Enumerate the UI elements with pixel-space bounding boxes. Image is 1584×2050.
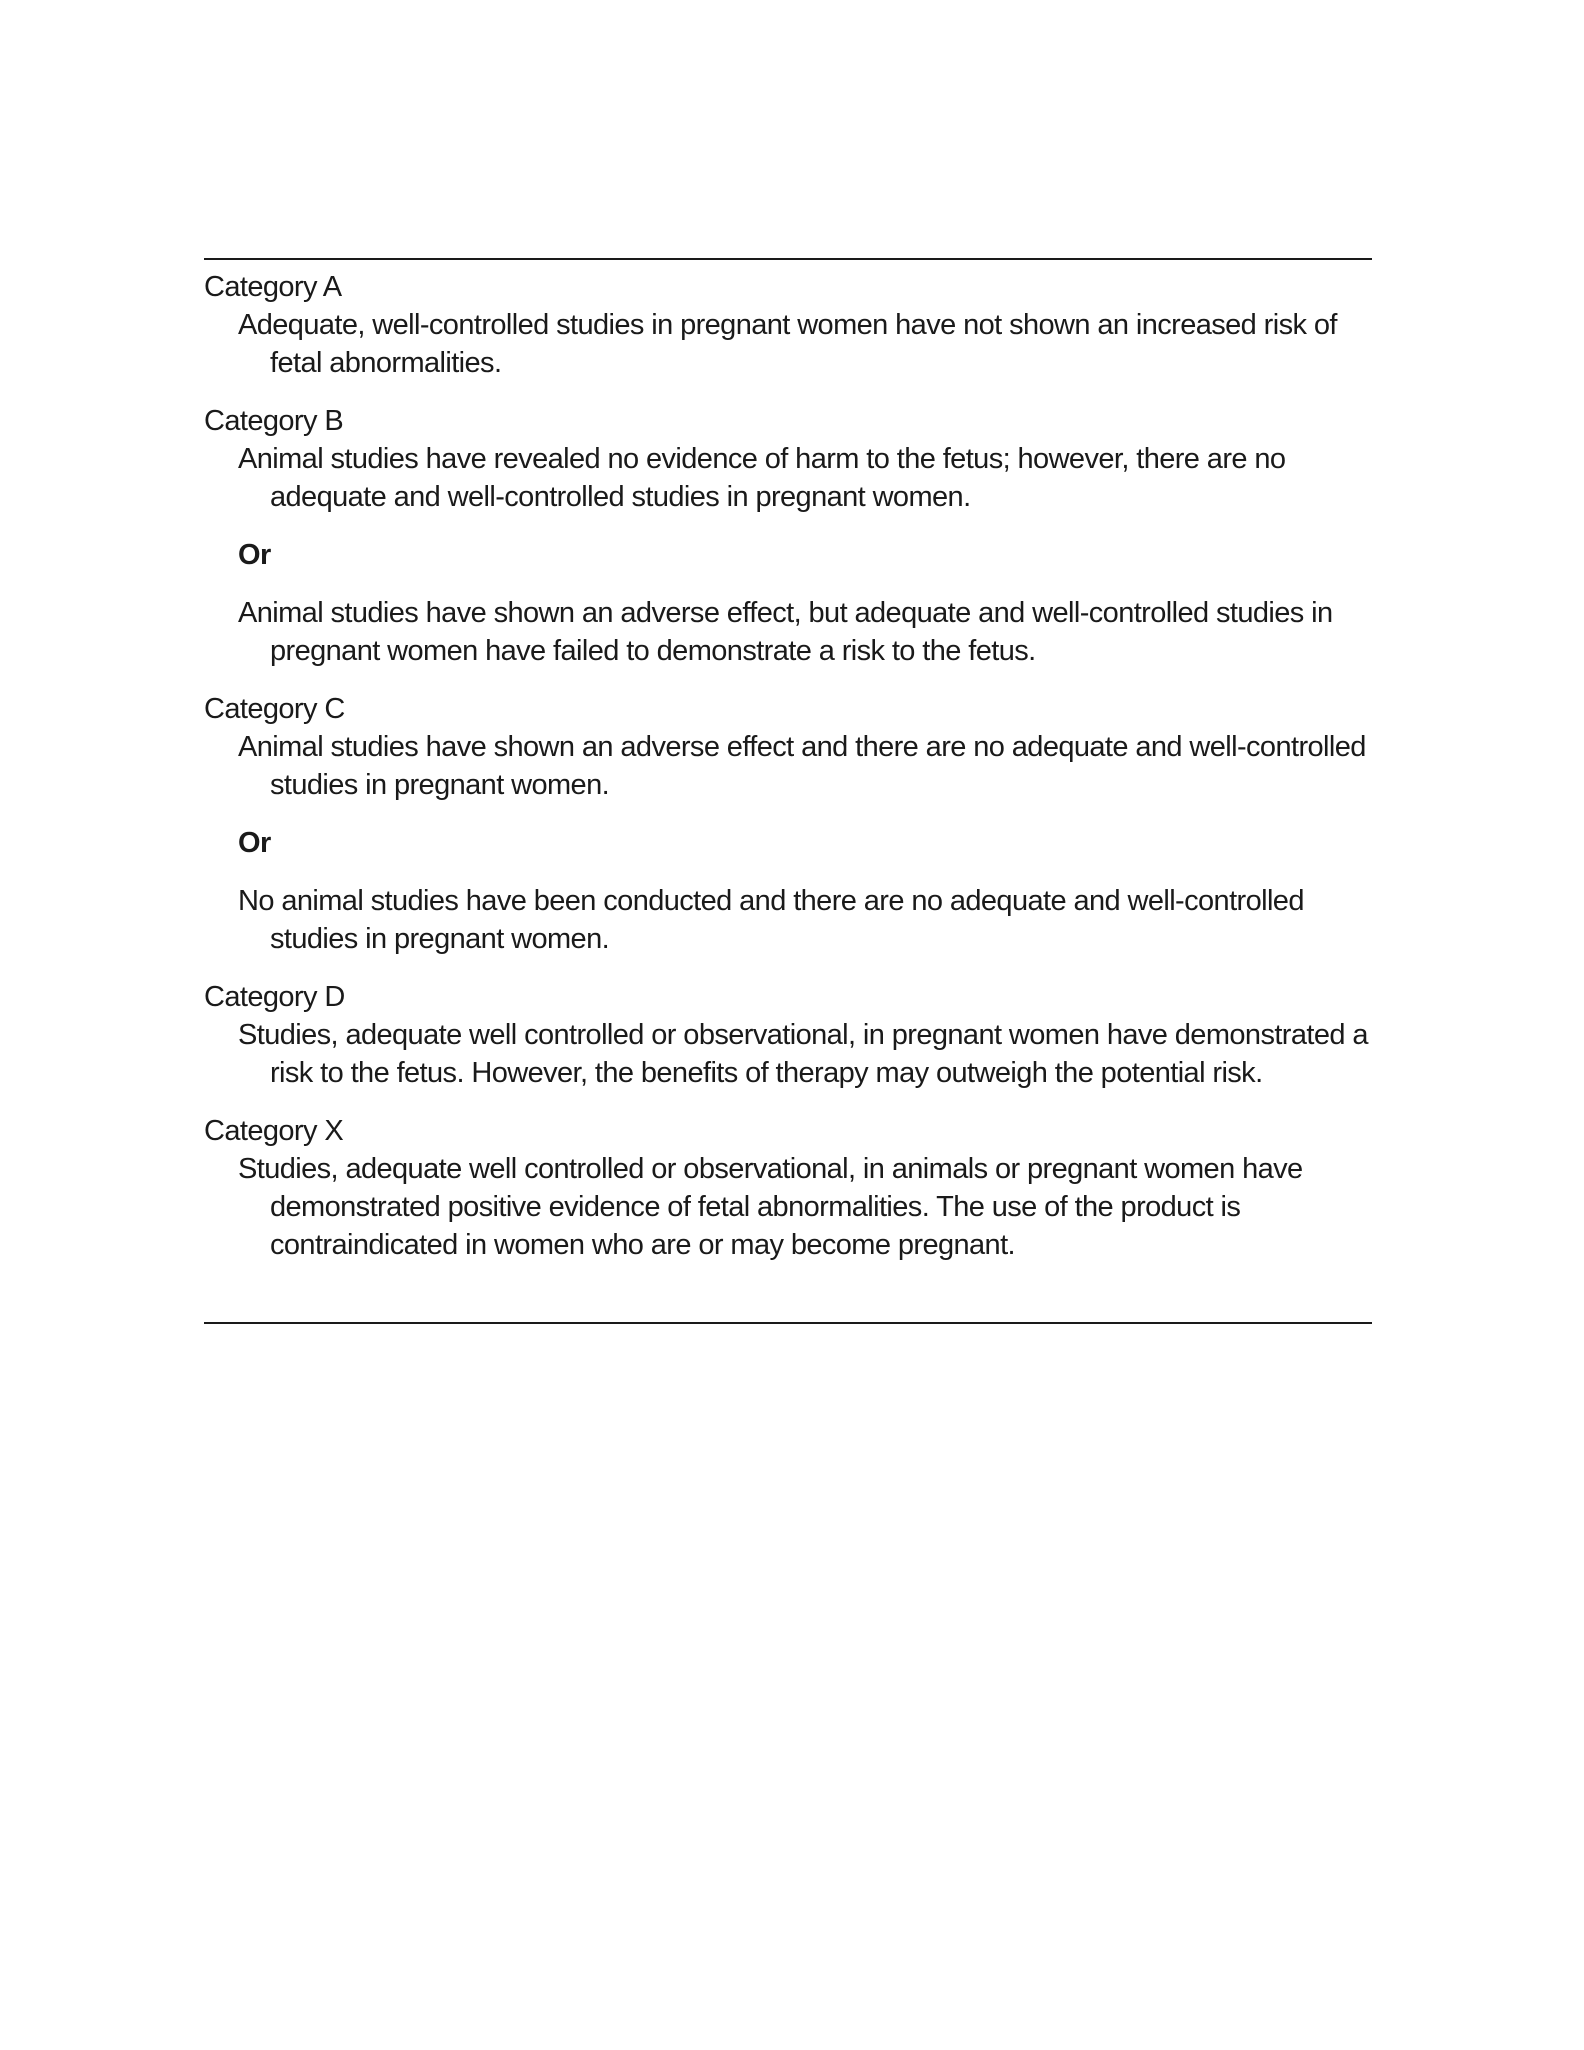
category-b-description-1: Animal studies have revealed no evidence of harm to the fetus; however, there are no adequate and well-controlled studies in pregnant women. (238, 443, 1286, 513)
category-c-description-1: Animal studies have shown an adverse effect and there are no adequate and well-controlled studies in pregnant women. (238, 731, 1366, 801)
category-a-label: Category A (204, 271, 342, 303)
category-c-description-2: No animal studies have been conducted and there are no adequate and well-controlled studies in pregnant women. (238, 885, 1304, 955)
category-a-description: Adequate, well-controlled studies in pregnant women have not shown an increased risk of fetal abnormalities. (238, 309, 1337, 379)
category-d (204, 978, 1372, 1092)
category-x-label: Category X (204, 1115, 344, 1147)
pregnancy-category-table (204, 268, 1372, 1284)
category-c-label: Category C (204, 693, 345, 725)
category-d-description: Studies, adequate well controlled or observational, in pregnant women have demonstrated a risk to the fetus. However, the benefits of therapy may outweigh the potential risk. (238, 1019, 1368, 1089)
category-a (204, 268, 1372, 382)
category-b-label: Category B (204, 405, 344, 437)
table-bottom-rule (204, 1322, 1372, 1324)
category-d-label: Category D (204, 981, 345, 1013)
category-c-or-label: Or (238, 827, 271, 859)
category-b (204, 402, 1372, 670)
category-c (204, 690, 1372, 958)
category-x-description: Studies, adequate well controlled or observational, in animals or pregnant women have demonstrated positive evidence of fetal abnormalities. The use of the product is contraindicated in women who are or may become pregnant. (238, 1153, 1303, 1261)
table-top-rule (204, 258, 1372, 260)
category-b-description-2: Animal studies have shown an adverse effect, but adequate and well-controlled studies in pregnant women have failed to demonstrate a risk to the fetus. (238, 597, 1333, 667)
category-b-or-label: Or (238, 539, 271, 571)
category-x (204, 1112, 1372, 1264)
